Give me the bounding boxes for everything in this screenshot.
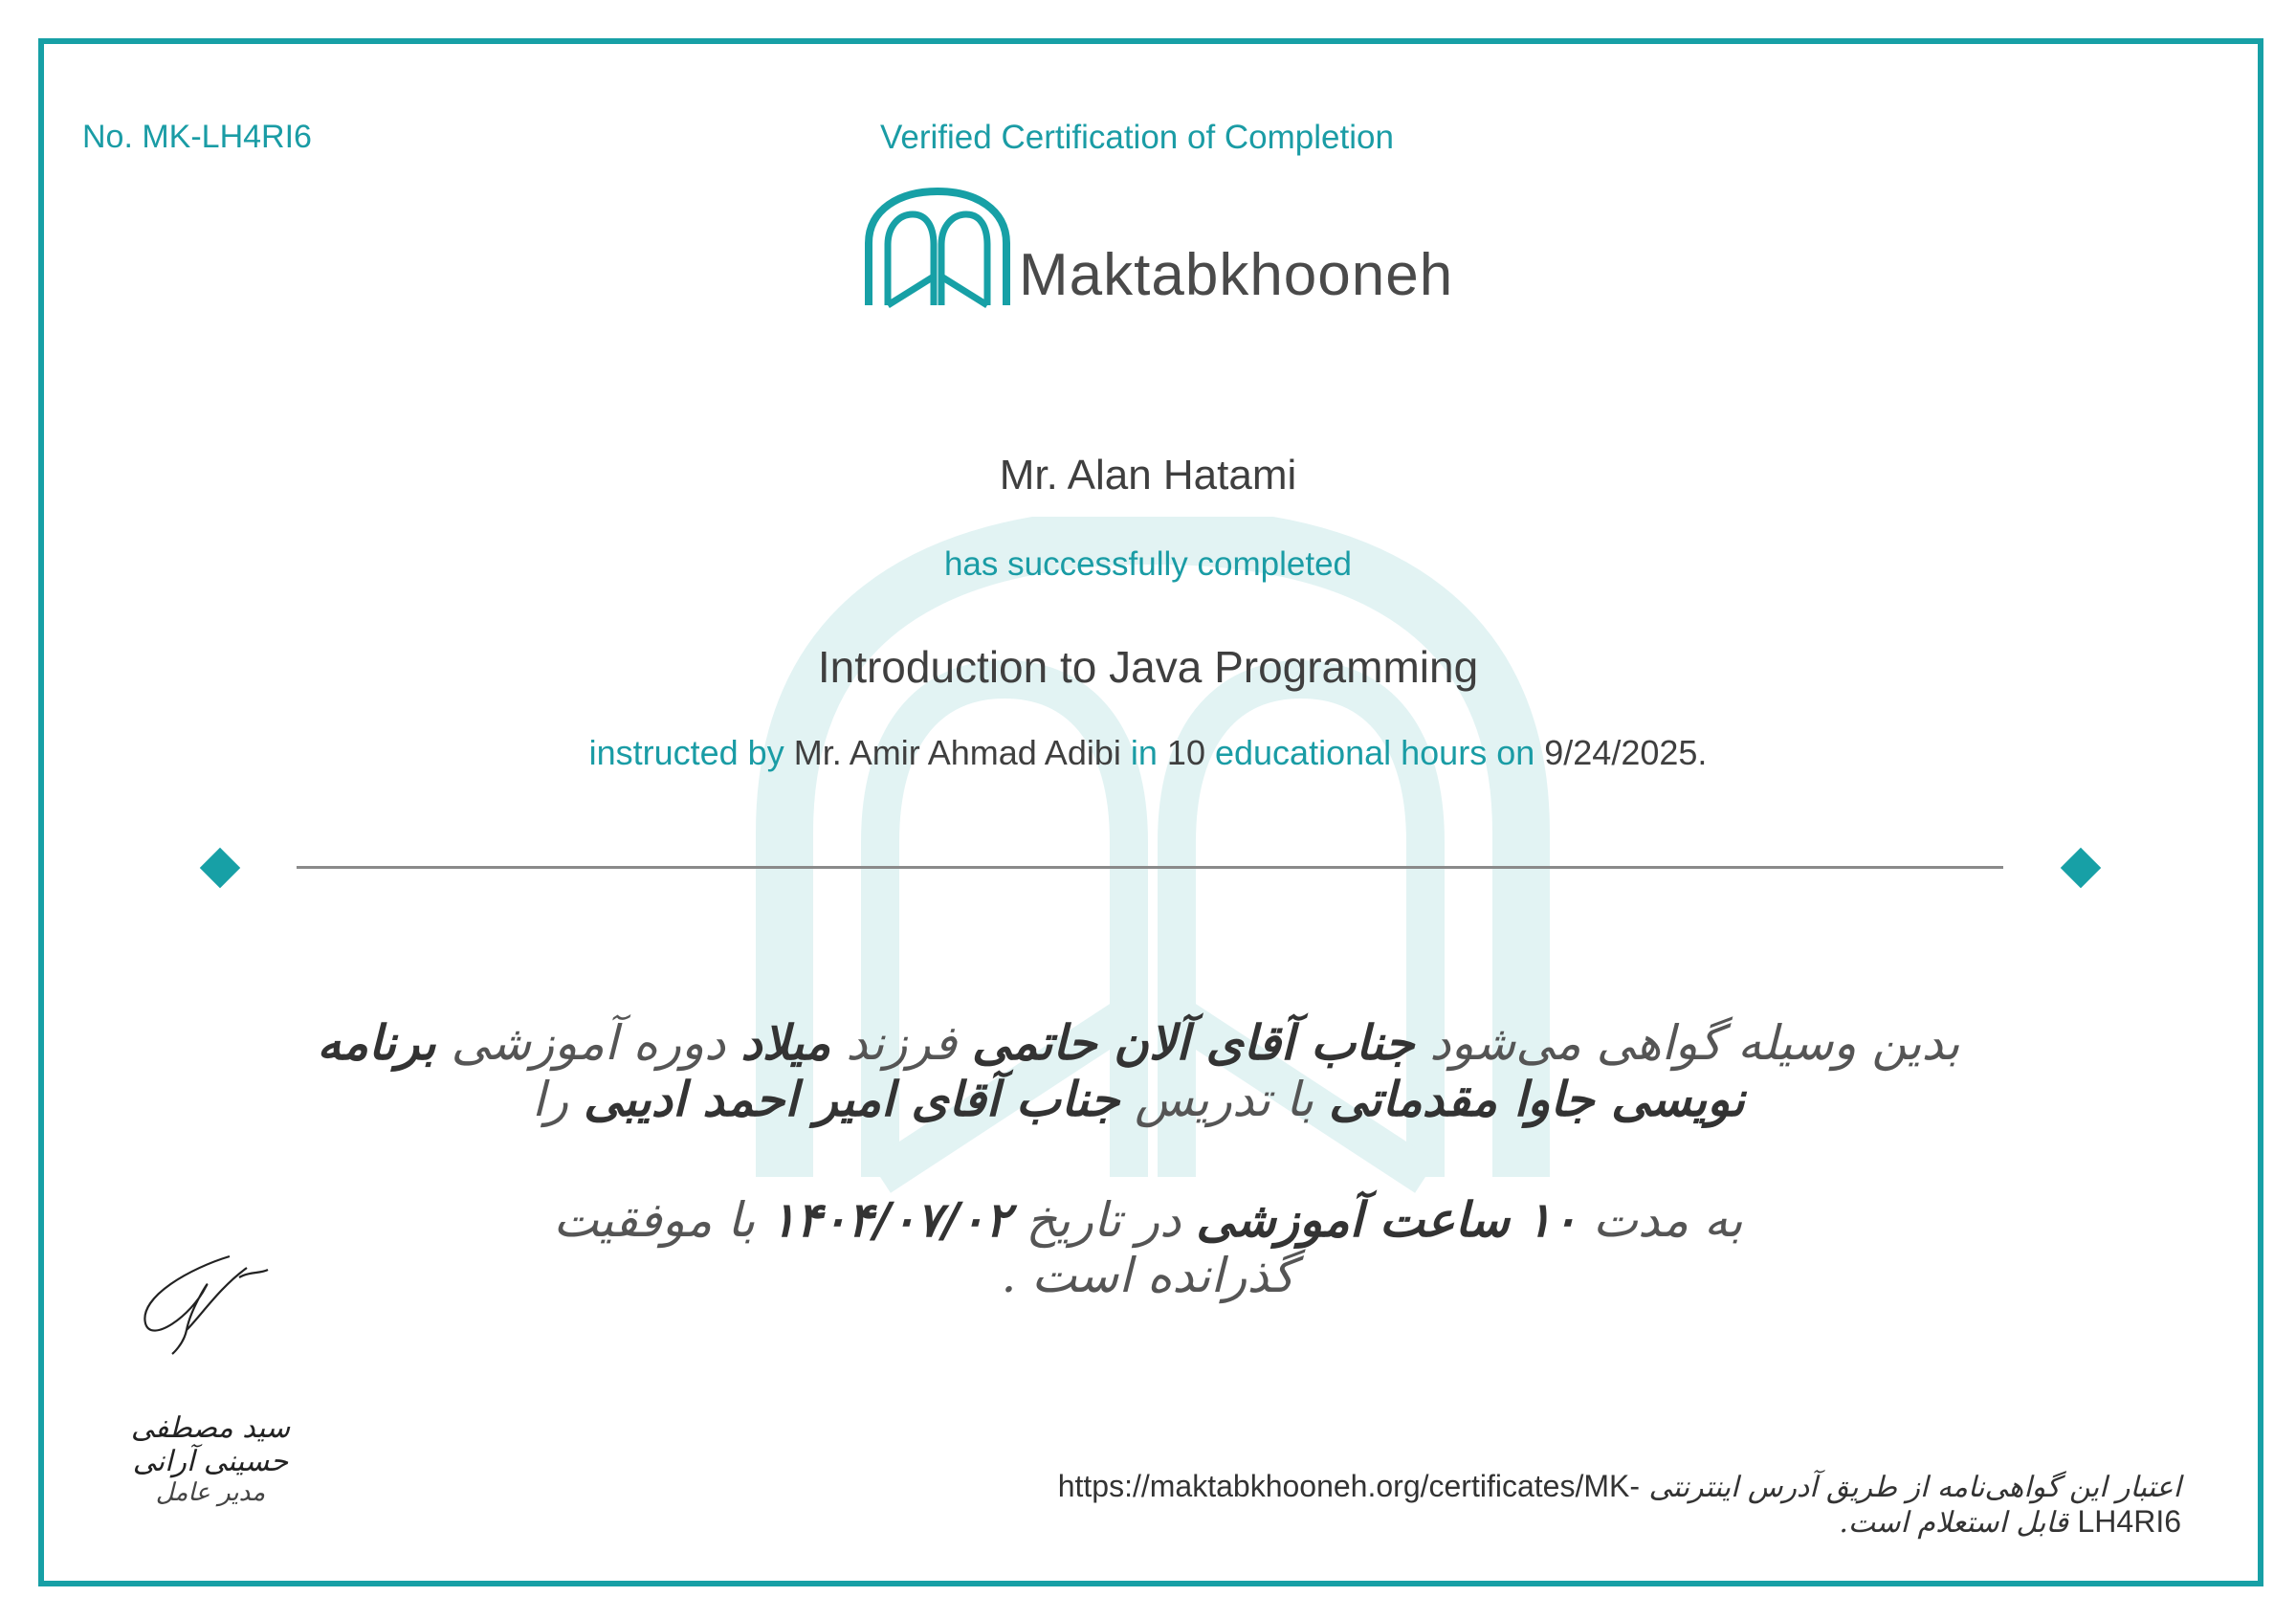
persian-intro: بدین وسیله گواهی می‌شود <box>1429 1015 1960 1071</box>
persian-statement-line-2 <box>478 1191 1818 1303</box>
completion-date: 9/24/2025. <box>1544 733 1708 772</box>
hours-value: 10 <box>1166 733 1205 772</box>
signer-role: مدیر عامل <box>155 1478 266 1507</box>
verification-url[interactable]: https://maktabkhooneh.org/certificates/MK-LH4RI6 <box>1057 1469 2181 1539</box>
instructed-by-label: instructed by <box>588 733 784 772</box>
verification-note <box>966 1469 2181 1540</box>
brand-name: Maktabkhooneh <box>1019 242 1454 308</box>
in-label: in <box>1130 733 1158 772</box>
verification-prefix: اعتبار این گواهی‌نامه از طریق آدرس اینترنتی <box>1648 1471 2181 1504</box>
persian-father-name: میلاد <box>740 1014 831 1071</box>
verification-suffix: قابل استعلام است. <box>1839 1506 2068 1540</box>
signer-name: سید مصطفی حسینی آرانی <box>130 1411 291 1478</box>
persian-duration-label: به مدت <box>1592 1192 1743 1248</box>
persian-statement-line-1 <box>249 1014 2028 1127</box>
instructor-name: Mr. Amir Ahmad Adibi <box>793 733 1121 772</box>
divider-line <box>297 866 2003 869</box>
persian-course-name: برنامه نویسی جاوا مقدماتی <box>317 1014 1745 1127</box>
instruction-line <box>0 733 2296 773</box>
recipient-name: Mr. Alan Hatami <box>999 452 1297 499</box>
persian-recipient: جناب آقای آلان حاتمی <box>971 1014 1415 1071</box>
persian-success: با موفقیت گذرانده است . <box>553 1192 1295 1303</box>
persian-taught-by: با تدریس <box>1135 1072 1314 1127</box>
persian-date-label: در تاریخ <box>1026 1192 1181 1248</box>
completed-text: has successfully completed <box>943 545 1353 583</box>
certificate-header: Verified Certification of Completion <box>880 119 1394 156</box>
persian-instructor: جناب آقای امیر احمد ادیبی <box>584 1071 1120 1127</box>
hours-label: educational hours on <box>1214 733 1535 772</box>
persian-ra: را <box>532 1072 569 1127</box>
persian-child-of: فرزند <box>846 1015 958 1071</box>
certificate-number: No. MK-LH4RI6 <box>82 119 312 155</box>
maktabkhooneh-logo-icon <box>861 186 1014 310</box>
persian-date: ۱۴۰۴/۰۷/۰۲ <box>770 1191 1011 1248</box>
course-title: Introduction to Java Programming <box>817 642 1479 692</box>
handwritten-signature <box>134 1249 287 1364</box>
persian-hours: ۱۰ ساعت آموزشی <box>1196 1191 1578 1248</box>
persian-course-label: دوره آموزشی <box>451 1015 726 1071</box>
